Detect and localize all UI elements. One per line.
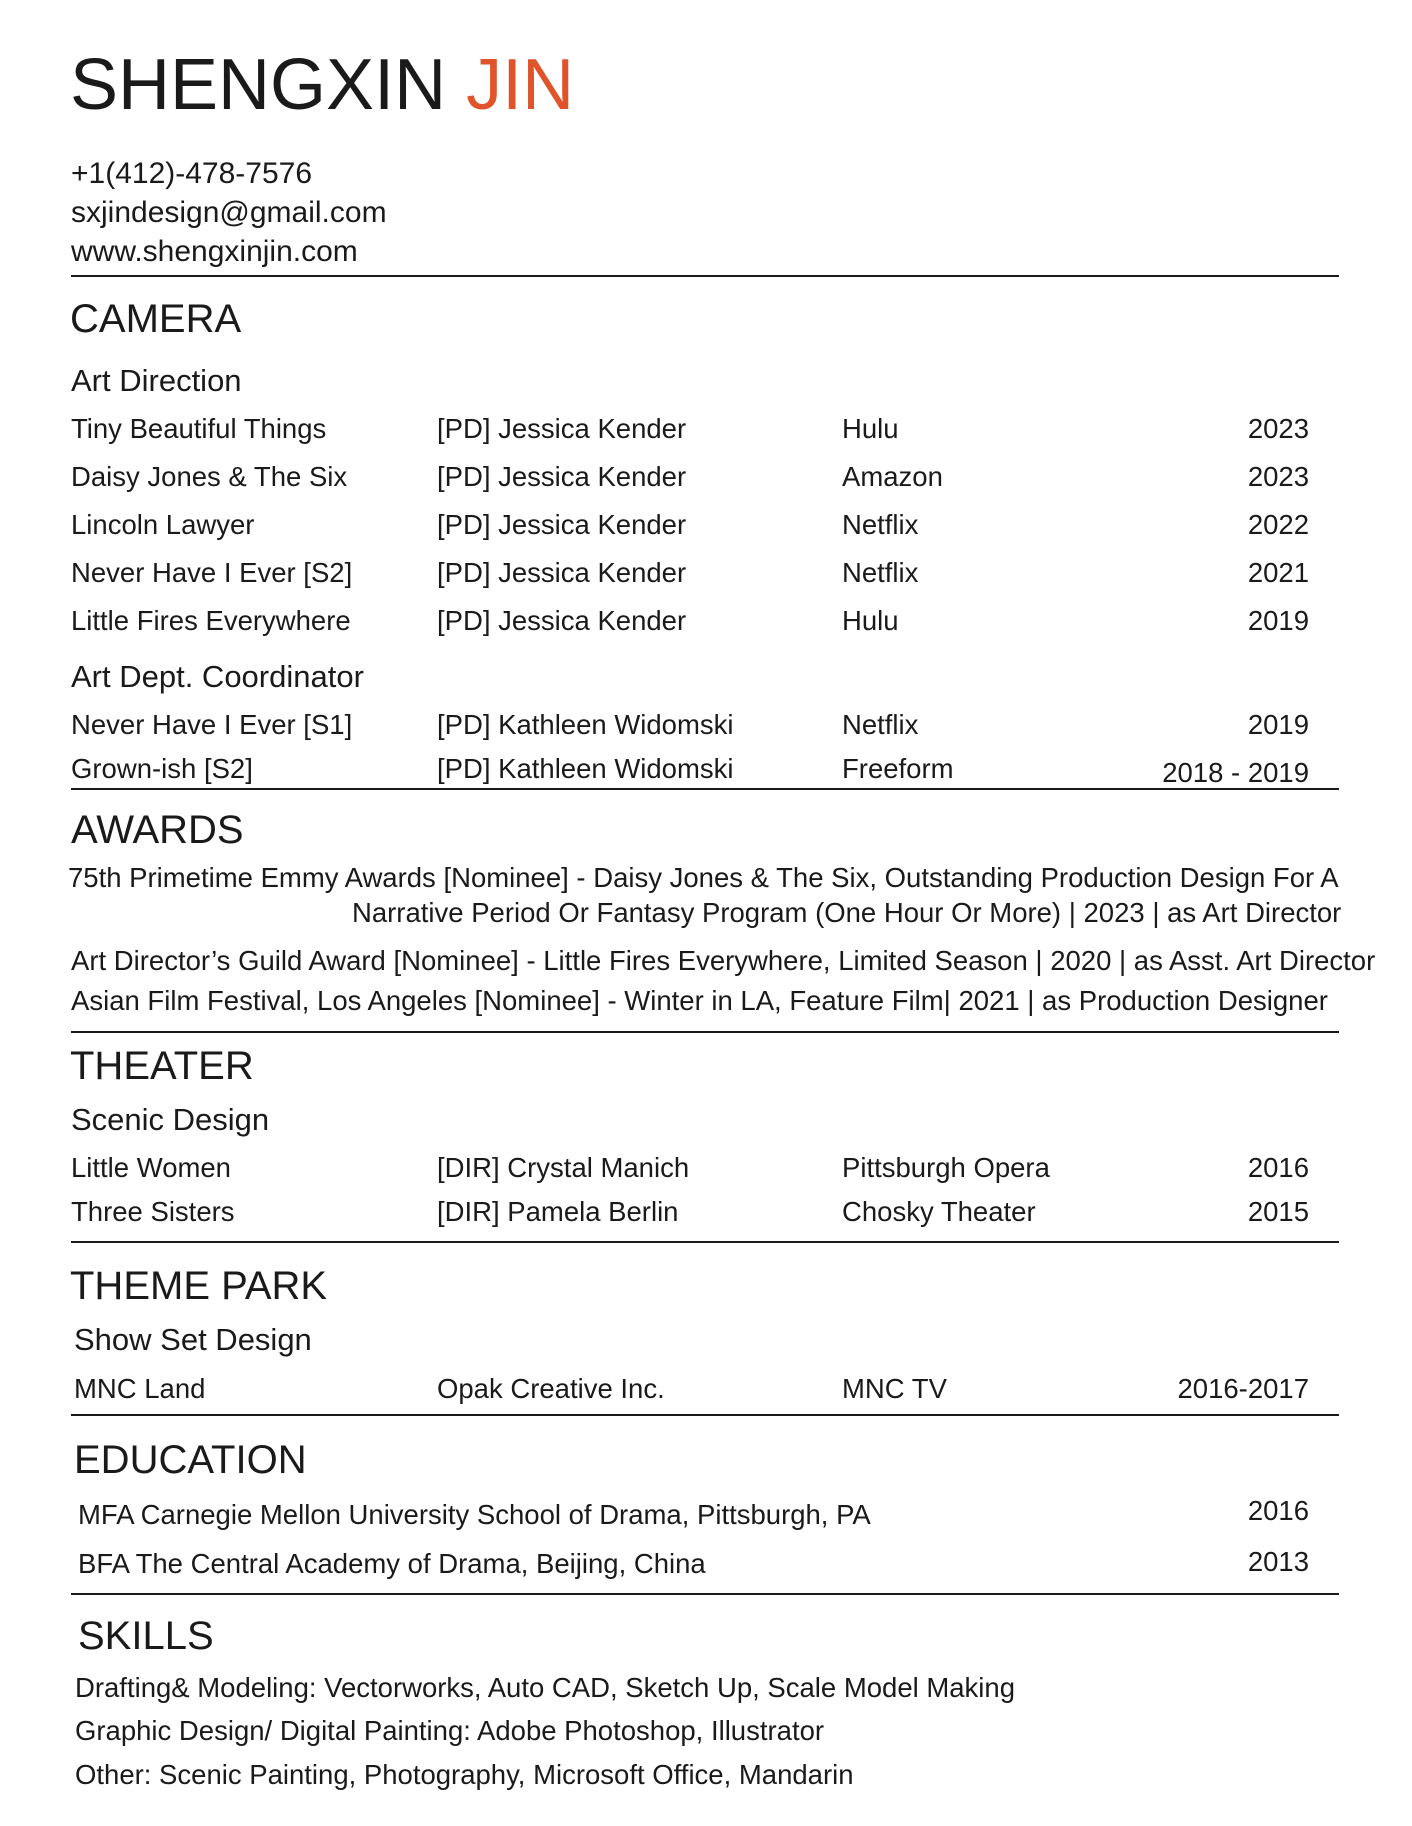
credit-designer: [PD] Kathleen Widomski [437, 709, 734, 740]
credit-network: Netflix [842, 557, 919, 588]
education-degree: BFA The Central Academy of Drama, Beijing, China [78, 1548, 706, 1579]
last-name: JIN [466, 45, 575, 125]
credit-company: Opak Creative Inc. [437, 1373, 665, 1404]
credit-year: 2023 [1247, 413, 1309, 444]
education-year: 2013 [1247, 1546, 1309, 1577]
credit-designer: [PD] Jessica Kender [437, 557, 687, 588]
section-title-camera: CAMERA [70, 297, 242, 341]
credit-client: MNC TV [842, 1373, 947, 1404]
credit-network: Netflix [842, 509, 919, 540]
credit-show: Daisy Jones & The Six [71, 461, 348, 492]
section-title-education: EDUCATION [74, 1438, 307, 1482]
skills-line-other: Other: Scenic Painting, Photography, Microsoft Office, Mandarin [75, 1759, 854, 1790]
education-degree: MFA Carnegie Mellon University School of Drama, Pittsburgh, PA [78, 1499, 871, 1530]
divider [71, 1414, 1339, 1416]
credit-year: 2016-2017 [1177, 1373, 1309, 1404]
skills-line-graphic-design: Graphic Design/ Digital Painting: Adobe Photoshop, Illustrator [75, 1715, 825, 1746]
divider [71, 1593, 1339, 1595]
section-title-theme-park: THEME PARK [70, 1264, 328, 1308]
section-title-awards: AWARDS [71, 808, 244, 852]
credit-show: Never Have I Ever [S1] [71, 709, 353, 740]
credit-network: Hulu [842, 413, 899, 444]
divider [71, 275, 1339, 277]
credit-venue: Chosky Theater [842, 1196, 1036, 1227]
award-emmy-line1: 75th Primetime Emmy Awards [Nominee] - Daisy Jones & The Six, Outstanding Production Design For A [68, 862, 1339, 893]
phone-number: +1(412)-478-7576 [71, 157, 313, 190]
award-adg: Art Director’s Guild Award [Nominee] - Little Fires Everywhere, Limited Season | 2020 | as Asst. Art Director [71, 945, 1376, 976]
credit-director: [DIR] Pamela Berlin [437, 1196, 679, 1227]
skills-line-drafting: Drafting& Modeling: Vectorworks, Auto CAD, Sketch Up, Scale Model Making [75, 1672, 1016, 1703]
education-year: 2016 [1247, 1495, 1309, 1526]
credit-year: 2016 [1247, 1152, 1309, 1183]
divider [71, 1241, 1339, 1243]
credit-network: Netflix [842, 709, 919, 740]
subsection-title-coordinator: Art Dept. Coordinator [71, 659, 364, 694]
credit-show: Little Women [71, 1152, 231, 1183]
award-emmy-line2: Narrative Period Or Fantasy Program (One Hour Or More) | 2023 | as Art Director [352, 897, 1342, 928]
subsection-title-scenic-design: Scenic Design [71, 1102, 270, 1137]
credit-designer: [PD] Jessica Kender [437, 413, 687, 444]
credit-show: Never Have I Ever [S2] [71, 557, 353, 588]
credit-project: MNC Land [74, 1373, 206, 1404]
credit-network: Hulu [842, 605, 899, 636]
credit-network: Amazon [842, 461, 943, 492]
credit-director: [DIR] Crystal Manich [437, 1152, 690, 1183]
subsection-title-show-set-design: Show Set Design [74, 1322, 312, 1357]
first-name: SHENGXIN [70, 45, 447, 125]
credit-show: Tiny Beautiful Things [71, 413, 327, 444]
credit-designer: [PD] Jessica Kender [437, 509, 687, 540]
credit-show: Lincoln Lawyer [71, 509, 255, 540]
credit-show: Three Sisters [71, 1196, 235, 1227]
credit-designer: [PD] Jessica Kender [437, 605, 687, 636]
credit-designer: [PD] Kathleen Widomski [437, 753, 734, 784]
credit-venue: Pittsburgh Opera [842, 1152, 1050, 1183]
credit-year: 2022 [1247, 509, 1309, 540]
section-title-theater: THEATER [70, 1044, 254, 1088]
credit-year: 2019 [1247, 605, 1309, 636]
award-asian-film-festival: Asian Film Festival, Los Angeles [Nominee] - Winter in LA, Feature Film| 2021 | as Production Designer [71, 985, 1328, 1016]
credit-year: 2019 [1247, 709, 1309, 740]
divider [71, 1031, 1339, 1033]
credit-show: Grown-ish [S2] [71, 753, 253, 784]
credit-year: 2023 [1247, 461, 1309, 492]
credit-year: 2015 [1247, 1196, 1309, 1227]
subsection-title-art-direction: Art Direction [71, 363, 242, 398]
website-link[interactable]: www.shengxinjin.com [71, 235, 358, 268]
divider [71, 788, 1339, 790]
email-address[interactable]: sxjindesign@gmail.com [71, 196, 387, 229]
credit-show: Little Fires Everywhere [71, 605, 351, 636]
credit-year: 2018 - 2019 [1162, 757, 1309, 788]
section-title-skills: SKILLS [78, 1614, 214, 1658]
credit-network: Freeform [842, 753, 954, 784]
credit-designer: [PD] Jessica Kender [437, 461, 687, 492]
resume-name [70, 44, 574, 126]
credit-year: 2021 [1247, 557, 1309, 588]
